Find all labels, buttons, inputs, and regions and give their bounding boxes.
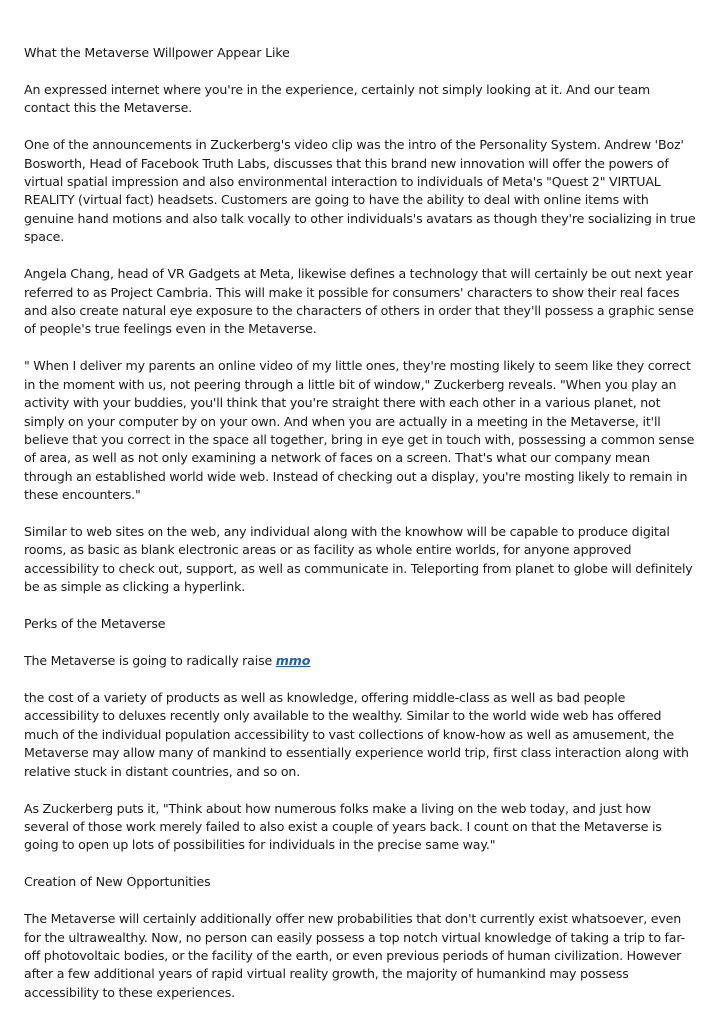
paragraph-intro: An expressed internet where you're in the experience, certainly not simply looking at it. And our team contact this the Metaverse. — [24, 81, 651, 116]
paragraph-radically-raise-text: The Metaverse is going to radically raise — [24, 653, 276, 669]
article-body — [24, 44, 696, 1021]
paragraph-zuckerberg-quote: " When I deliver my parents an online video of my little ones, they're mosting likely to seem like they correct in the moment with us, not peering through a little bit of window," Zuckerberg reveals. "When you play an activity with your buddies, you'll think that you're straight there with each other in a various planet, not simply on your computer by on your own. And when you are actually in a meeting in the Metaverse, it'll believe that you correct in the space all together, bring in eye get in touch with, possessing a common sense of area, as well as not only examining a network of faces on a screen. That's what our company mean through an established world wide web. Instead of checking out a display, you're mosting likely to remain in these encounters." — [24, 358, 695, 503]
section-heading-perks: Perks of the Metaverse — [24, 616, 166, 632]
paragraph-new-probabilities: The Metaverse will certainly additionally offer new probabilities that don't currently exist whatsoever, even for the ultrawealthy. Now, no person can easily possess a top notch virtual knowledge of taking a trip to far-off photovoltaic bodies, or the facility of the earth, or even previous periods of human civilization. However after a few additional years of rapid virtual reality growth, the majority of humankind may possess accessibility to these experiences. — [24, 911, 685, 1000]
paragraph-radically-raise — [24, 652, 696, 670]
paragraph-digital-rooms: Similar to web sites on the web, any individual along with the knowhow will be capable to produce digital rooms, as basic as blank electronic areas or as facility as whole entire worlds, for anyone approved accessibility to check out, support, as well as communicate in. Teleporting from planet to globe will definitely be as simple as clicking a hyperlink. — [24, 524, 693, 595]
article-title: What the Metaverse Willpower Appear Like — [24, 45, 290, 60]
paragraph-personality-system: One of the announcements in Zuckerberg's video clip was the intro of the Personality System. Andrew 'Boz' Bosworth, Head of Facebook Truth Labs, discusses that this brand new innovation will offer the powers of virtual spatial impression and also environmental interaction to individuals of Meta's "Quest 2" VIRTUAL REALITY (virtual fact) headsets. Customers are going to have the ability to deal with online items with genuine hand motions and also talk vocally to other individuals's avatars as though they're socializing in true space. — [24, 137, 696, 245]
section-heading-new-opportunities: Creation of New Opportunities — [24, 874, 211, 890]
paragraph-cost-of-products: the cost of a variety of products as well as knowledge, offering middle-class as well as bad people accessibility to deluxes recently only available to the wealthy. Similar to the world wide web has offered much of the individual population accessibility to vast collections of know-how as well as amusement, the Metaverse may allow many of mankind to essentially experience world trip, first class interaction along with relative stuck in distant countries, and so on. — [24, 689, 689, 779]
paragraph-zuckerberg-living: As Zuckerberg puts it, "Think about how numerous folks make a living on the web today, and just how several of those work merely failed to also exist a couple of years back. I count on that the Metaverse is going to open up lots of possibilities for individuals in the precise same way." — [24, 800, 662, 853]
mmo-link[interactable]: mmo — [275, 653, 311, 669]
paragraph-project-cambria: Angela Chang, head of VR Gadgets at Meta, likewise defines a technology that will certainly be out next year referred to as Project Cambria. This will make it possible for consumers' characters to show their real faces and also create natural eye exposure to the characters of others in order that they'll possess a graphic sense of people's true feelings even in the Metaverse. — [24, 266, 694, 337]
